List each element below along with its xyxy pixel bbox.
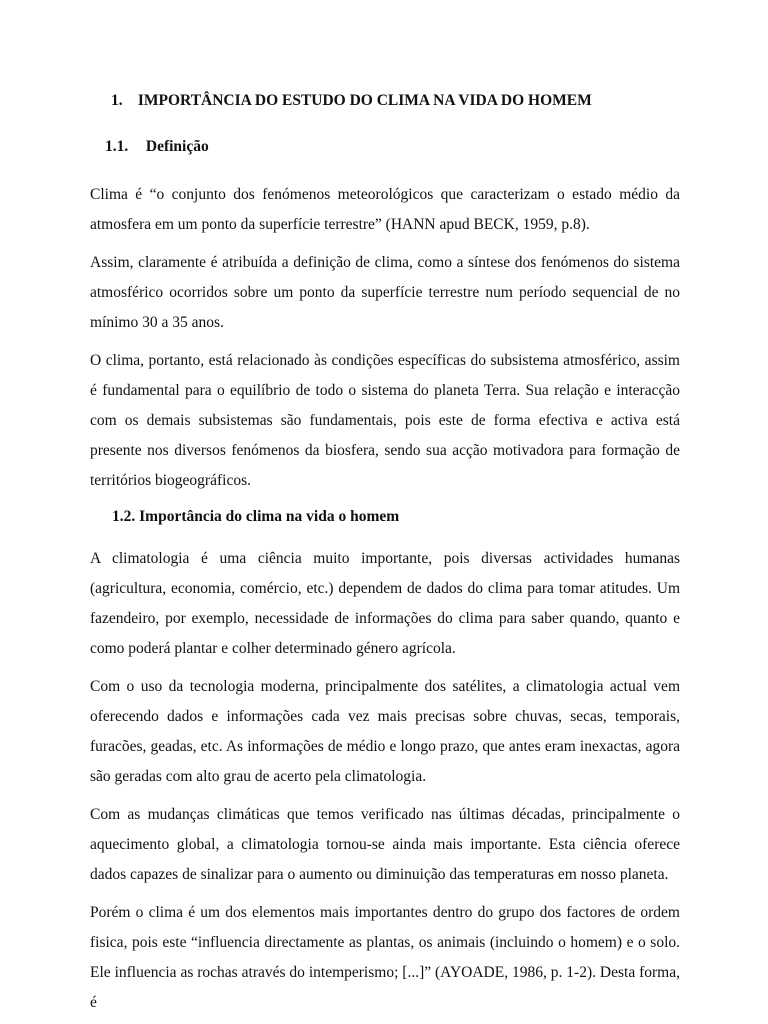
section-number: 1.1. xyxy=(105,138,129,155)
paragraph-definition-quote: Clima é “o conjunto dos fenómenos meteorológicos que caracterizam o estado médio da atmosfera em um ponto da superfície terrestre” (HANN apud BECK, 1959, p.8). xyxy=(90,186,680,233)
section-heading-definition xyxy=(105,134,680,160)
paragraph-climate-change: Com as mudanças climáticas que temos verificado nas últimas décadas, principalmente o aquecimento global, a climatologia tornou-se ainda mais importante. Esta ciência oferece dados capazes de sinalizar para o aumento ou diminuição das temperaturas em nosso planeta. xyxy=(90,806,680,883)
chapter-heading xyxy=(111,88,680,114)
chapter-number: 1. xyxy=(111,92,123,109)
paragraph-modern-technology: Com o uso da tecnologia moderna, principalmente dos satélites, a climatologia actual vem oferecendo dados e informações cada vez mais precisas sobre chuvas, secas, temporais, furacões, geadas, etc. As informações de médio e longo prazo, que antes eram inexactas, agora são geradas com alto grau de acerto pela climatologia. xyxy=(90,678,680,785)
paragraph-climatology-importance: A climatologia é uma ciência muito importante, pois diversas actividades humanas (agricultura, economia, comércio, etc.) dependem de dados do clima para tomar atitudes. Um fazendeiro, por exemplo, necessidade de informações do clima para saber quando, quanto e como poderá plantar e colher determinado género agrícola. xyxy=(90,550,680,657)
paragraph-atmospheric-subsystem: O clima, portanto, está relacionado às condições específicas do subsistema atmosférico, assim é fundamental para o equilíbrio de todo o sistema do planeta Terra. Sua relação e interacção com os demais subsistemas são fundamentais, pois este de forma efectiva e activa está presente nos diversos fenómenos da biosfera, sendo sua acção motivadora para formação de territórios biogeográficos. xyxy=(90,352,680,489)
chapter-title: IMPORTÂNCIA DO ESTUDO DO CLIMA NA VIDA DO HOMEM xyxy=(137,92,592,109)
paragraph-physical-factors: Porém o clima é um dos elementos mais importantes dentro do grupo dos factores de ordem fisica, pois este “influencia directamente as plantas, os animais (incluindo o homem) e o solo. Ele influencia as rochas através do intemperismo; [...]” (AYOADE, 1986, p. 1-2). Desta forma, é xyxy=(90,904,680,1011)
section-heading-importance: 1.2. Importância do clima na vida o homem xyxy=(112,508,400,525)
paragraph-definition-synthesis: Assim, claramente é atribuída a definição de clima, como a síntese dos fenómenos do sistema atmosférico ocorridos sobre um ponto da superfície terrestre num período sequencial de no mínimo 30 a 35 anos. xyxy=(90,254,680,331)
section-title: Definição xyxy=(145,138,209,155)
